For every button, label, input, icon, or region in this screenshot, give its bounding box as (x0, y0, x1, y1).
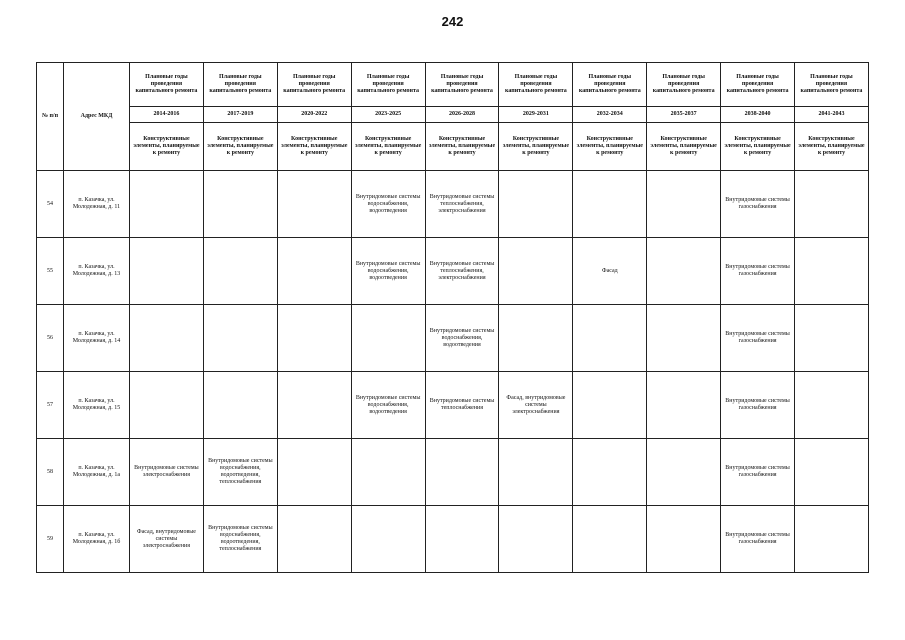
row-address: п. Казачка, ул. Молодежная, д. 14 (64, 305, 130, 372)
repair-cell: Внутридомовые системы теплоснабжения, электроснабжения (425, 171, 499, 238)
period-years: 2017-2019 (203, 107, 277, 123)
period-years: 2041-2043 (795, 107, 869, 123)
repair-cell (573, 305, 647, 372)
header-elements-row (37, 123, 869, 171)
row-address: п. Казачка, ул. Молодежная, д. 1б (64, 506, 130, 573)
period-title: Плановые годы проведения капитального ремонта (425, 63, 499, 107)
repair-cell: Фасад (573, 238, 647, 305)
period-years: 2029-2031 (499, 107, 573, 123)
table-row (37, 305, 869, 372)
repair-cell (499, 439, 573, 506)
row-address: п. Казачка, ул. Молодежная, д. 1а (64, 439, 130, 506)
repair-cell (351, 506, 425, 573)
repair-cell (277, 439, 351, 506)
repair-cell (277, 372, 351, 439)
repair-cell (425, 506, 499, 573)
period-title: Плановые годы проведения капитального ремонта (351, 63, 425, 107)
repair-cell (499, 506, 573, 573)
row-address: п. Казачка, ул. Молодежная, д. 11 (64, 171, 130, 238)
repair-cell: Внутридомовые системы водоснабжения, водоотведения (351, 238, 425, 305)
table-row (37, 372, 869, 439)
table-body (37, 171, 869, 573)
elements-label: Конструктивные элементы, планируемые к ремонту (499, 123, 573, 171)
row-number: 56 (37, 305, 64, 372)
repair-cell: Внутридомовые системы теплоснабжения, электроснабжения (425, 238, 499, 305)
repair-cell: Внутридомовые системы газоснабжения (721, 372, 795, 439)
repair-cell (647, 305, 721, 372)
repair-cell (573, 372, 647, 439)
repair-cell: Внутридомовые системы газоснабжения (721, 439, 795, 506)
repair-cell (647, 506, 721, 573)
table-row (37, 506, 869, 573)
repair-cell (351, 305, 425, 372)
period-years: 2032-2034 (573, 107, 647, 123)
period-years: 2020-2022 (277, 107, 351, 123)
period-years: 2026-2028 (425, 107, 499, 123)
repair-cell (795, 439, 869, 506)
elements-label: Конструктивные элементы, планируемые к ремонту (647, 123, 721, 171)
period-years: 2035-2037 (647, 107, 721, 123)
elements-label: Конструктивные элементы, планируемые к ремонту (277, 123, 351, 171)
repair-cell (795, 305, 869, 372)
repair-cell (203, 238, 277, 305)
row-number: 55 (37, 238, 64, 305)
repair-cell (647, 238, 721, 305)
repair-cell (130, 171, 204, 238)
period-years: 2014-2016 (130, 107, 204, 123)
repair-cell: Внутридомовые системы газоснабжения (721, 171, 795, 238)
repair-cell (499, 238, 573, 305)
header-address: Адрес МКД (64, 63, 130, 171)
period-title: Плановые годы проведения капитального ремонта (573, 63, 647, 107)
period-title: Плановые годы проведения капитального ремонта (795, 63, 869, 107)
repair-cell: Внутридомовые системы водоснабжения, водоотведения (425, 305, 499, 372)
header-title-row (37, 63, 869, 107)
repair-cell: Внутридомовые системы теплоснабжения (425, 372, 499, 439)
row-number: 54 (37, 171, 64, 238)
period-title: Плановые годы проведения капитального ремонта (130, 63, 204, 107)
period-years: 2023-2025 (351, 107, 425, 123)
repair-cell (647, 439, 721, 506)
repair-cell (795, 506, 869, 573)
page-number: 242 (441, 14, 464, 29)
repair-cell (795, 238, 869, 305)
table-row (37, 439, 869, 506)
repair-cell: Внутридомовые системы водоснабжения, водоотведения (351, 372, 425, 439)
row-number: 57 (37, 372, 64, 439)
repair-cell (277, 506, 351, 573)
repair-cell: Внутридомовые системы водоснабжения, водоотведения, теплоснабжения (203, 439, 277, 506)
repair-cell: Внутридомовые системы электроснабжения (130, 439, 204, 506)
elements-label: Конструктивные элементы, планируемые к ремонту (721, 123, 795, 171)
repair-cell (277, 171, 351, 238)
repair-cell (203, 305, 277, 372)
repair-cell (499, 305, 573, 372)
row-address: п. Казачка, ул. Молодежная, д. 13 (64, 238, 130, 305)
repair-cell (647, 171, 721, 238)
repair-cell: Внутридомовые системы водоснабжения, водоотведения, теплоснабжения (203, 506, 277, 573)
period-title: Плановые годы проведения капитального ремонта (721, 63, 795, 107)
repair-cell (573, 506, 647, 573)
header-num: № п/п (37, 63, 64, 171)
repair-cell: Фасад, внутридомовые системы электроснабжения (130, 506, 204, 573)
period-years: 2038-2040 (721, 107, 795, 123)
repair-cell: Внутридомовые системы газоснабжения (721, 305, 795, 372)
repair-cell (203, 372, 277, 439)
table-row (37, 171, 869, 238)
elements-label: Конструктивные элементы, планируемые к ремонту (425, 123, 499, 171)
repair-cell: Фасад, внутридомовые системы электроснабжения (499, 372, 573, 439)
repair-cell (277, 305, 351, 372)
repair-cell: Внутридомовые системы газоснабжения (721, 238, 795, 305)
row-number: 59 (37, 506, 64, 573)
elements-label: Конструктивные элементы, планируемые к ремонту (573, 123, 647, 171)
row-number: 58 (37, 439, 64, 506)
repair-cell (795, 171, 869, 238)
period-title: Плановые годы проведения капитального ремонта (277, 63, 351, 107)
header-years-row (37, 107, 869, 123)
repair-cell (351, 439, 425, 506)
repair-cell (425, 439, 499, 506)
repair-cell (130, 372, 204, 439)
repair-cell (499, 171, 573, 238)
repair-cell: Внутридомовые системы газоснабжения (721, 506, 795, 573)
row-address: п. Казачка, ул. Молодежная, д. 15 (64, 372, 130, 439)
repair-cell (130, 238, 204, 305)
table-row (37, 238, 869, 305)
elements-label: Конструктивные элементы, планируемые к ремонту (130, 123, 204, 171)
repair-cell (573, 439, 647, 506)
elements-label: Конструктивные элементы, планируемые к ремонту (795, 123, 869, 171)
elements-label: Конструктивные элементы, планируемые к ремонту (351, 123, 425, 171)
repair-cell (647, 372, 721, 439)
repair-cell (130, 305, 204, 372)
repair-cell (795, 372, 869, 439)
period-title: Плановые годы проведения капитального ремонта (647, 63, 721, 107)
repair-cell (277, 238, 351, 305)
period-title: Плановые годы проведения капитального ремонта (203, 63, 277, 107)
repair-cell: Внутридомовые системы водоснабжения, водоотведения (351, 171, 425, 238)
repair-cell (203, 171, 277, 238)
elements-label: Конструктивные элементы, планируемые к ремонту (203, 123, 277, 171)
repair-cell (573, 171, 647, 238)
period-title: Плановые годы проведения капитального ремонта (499, 63, 573, 107)
capital-repair-table (36, 62, 869, 573)
